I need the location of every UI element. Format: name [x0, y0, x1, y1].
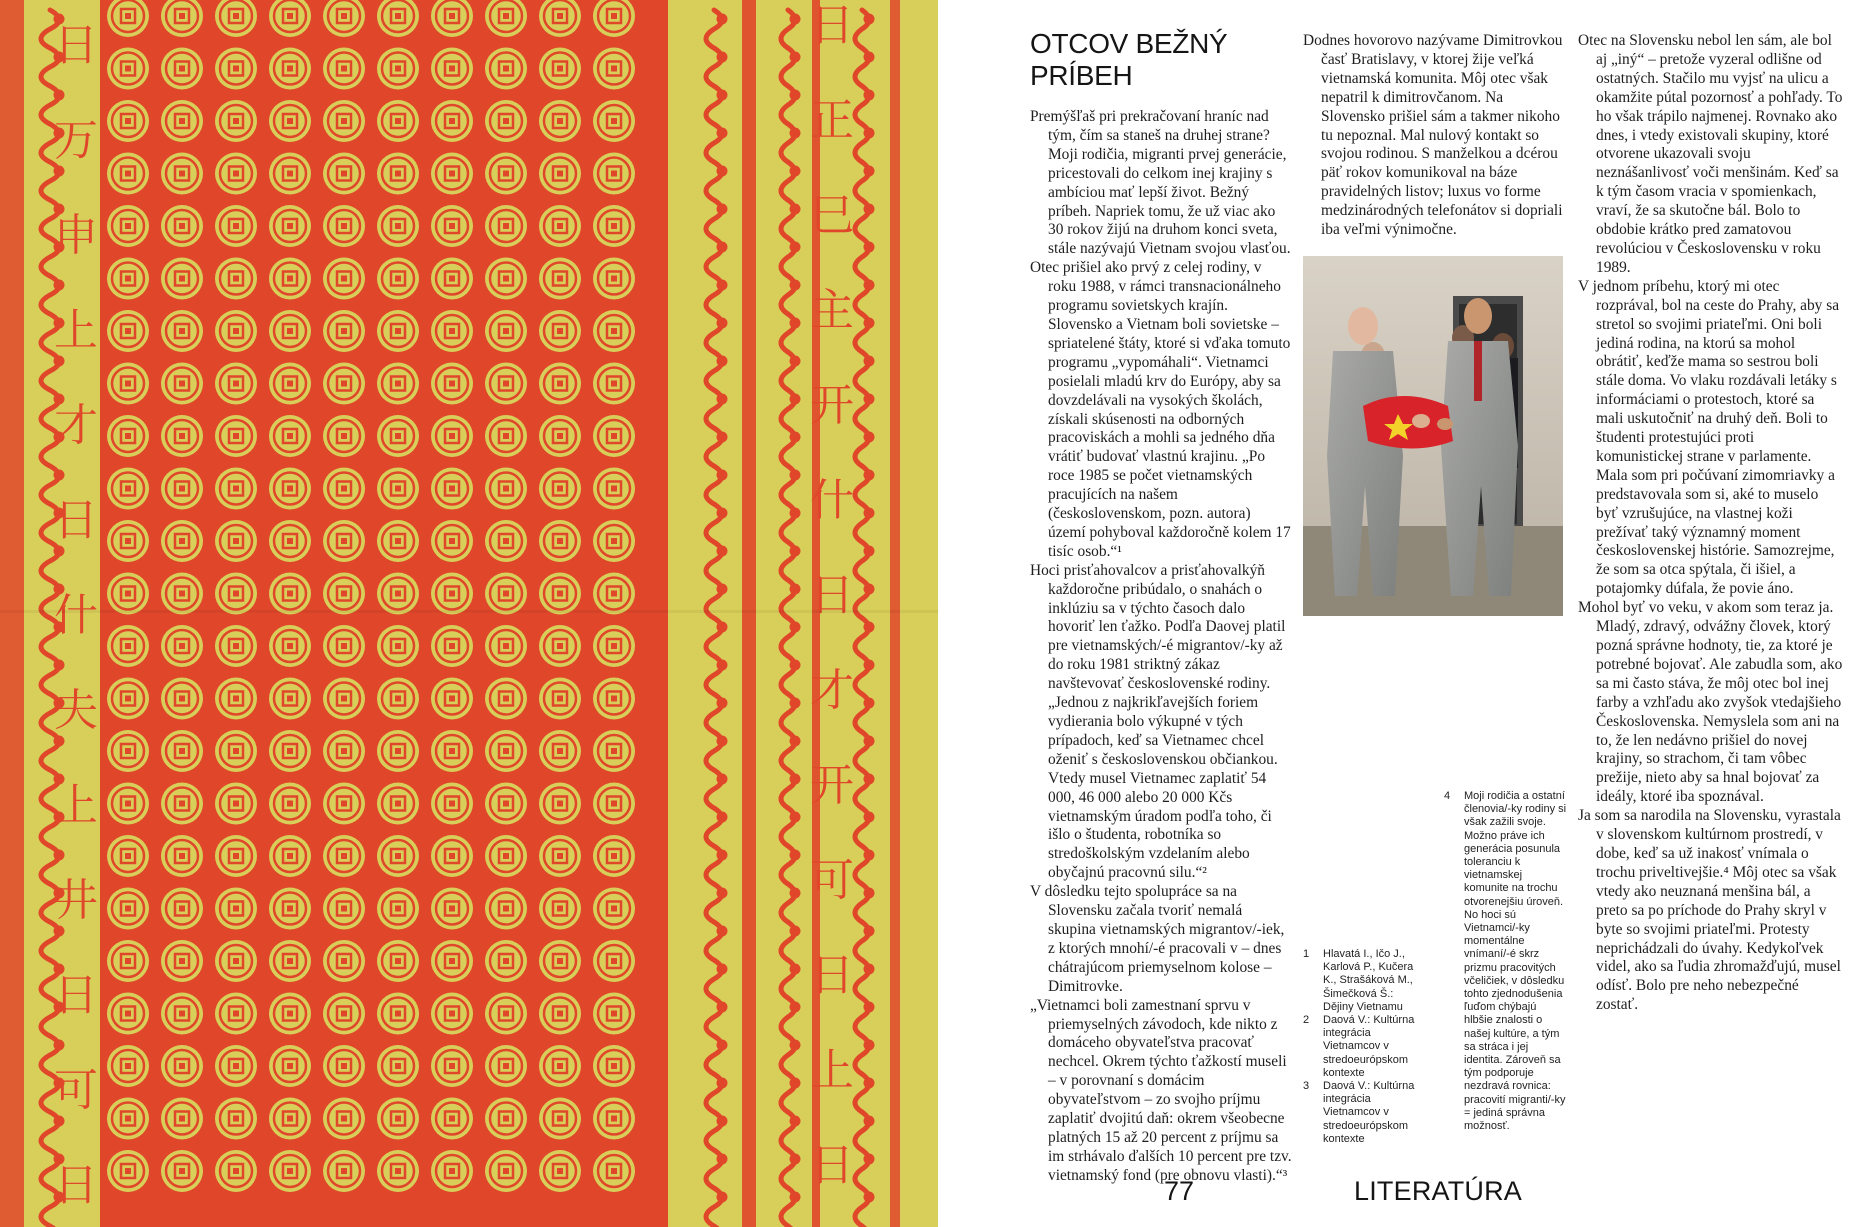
paragraph: Mohol byť vo veku, v akom som teraz ja. Mladý, zdravý, odvážny človek, ktorý pozná správne hodnoty, tie, za ktoré je potrebné bojovať. Ale zabudla som, ako sa mi často stáva, že môj otec bol inej farby a vzhľadu ako zvyšok vtedajšieho Československa. Nemyslela som ani na to, že len nedávno prišiel do novej krajiny, so strachom, či tam vôbec prežije, nieto aby sa hnal bojovať za ideály, ktoré iba spoznával. — [1578, 599, 1843, 806]
glyph-mark: 日 — [810, 1140, 854, 1191]
coin-mark — [431, 415, 473, 457]
coin-mark — [539, 940, 581, 982]
coin-mark — [431, 258, 473, 300]
coin-mark — [107, 1098, 149, 1140]
text-column-2 — [1303, 32, 1563, 240]
coin-mark — [215, 888, 257, 930]
coin-mark — [107, 625, 149, 667]
coin-mark — [107, 205, 149, 247]
glyph-mark: 日 — [810, 570, 854, 621]
coin-mark — [485, 100, 527, 142]
coin-mark — [593, 205, 635, 247]
coin-mark — [539, 835, 581, 877]
coin-mark — [593, 940, 635, 982]
coin-mark — [215, 468, 257, 510]
coin-mark — [269, 100, 311, 142]
coin-mark — [431, 520, 473, 562]
coin-mark — [161, 100, 203, 142]
coin-mark — [539, 1150, 581, 1192]
coin-mark — [107, 363, 149, 405]
coin-mark — [593, 520, 635, 562]
glyph-mark: 日 — [54, 495, 98, 546]
coin-mark — [323, 678, 365, 720]
coin-mark — [107, 520, 149, 562]
glyph-mark: 万 — [54, 115, 98, 166]
coin-mark — [377, 835, 419, 877]
coin-mark — [377, 153, 419, 195]
coin-mark — [215, 100, 257, 142]
coin-mark — [161, 1045, 203, 1087]
coin-mark — [431, 993, 473, 1035]
coin-mark — [377, 258, 419, 300]
coin-mark — [485, 888, 527, 930]
coin-mark — [161, 48, 203, 90]
coin-mark — [485, 468, 527, 510]
coin-mark — [431, 310, 473, 352]
coin-mark — [431, 48, 473, 90]
coin-mark — [161, 258, 203, 300]
photo-image — [1303, 256, 1563, 616]
coin-mark — [431, 1150, 473, 1192]
paragraph: Dodnes hovorovo nazývame Dimitrovkou časť Bratislavy, v ktorej žije veľká vietnamská komunita. Môj otec však nepatril k dimitrovčanom. Na Slovensko prišiel sám a takmer nikoho tu nepoznal. Mal nulový kontakt so svojou rodinou. S manželkou a dcérou päť rokov komunikoval na báze pravidelných listov; luxus vo forme medzinárodných telefonátov si dopriali iba veľmi výnimočne. — [1303, 32, 1563, 239]
coin-mark — [593, 783, 635, 825]
coin-mark — [107, 993, 149, 1035]
coin-mark — [323, 153, 365, 195]
coin-mark — [161, 625, 203, 667]
coin-mark — [593, 363, 635, 405]
coin-mark — [485, 573, 527, 615]
coin-mark — [269, 205, 311, 247]
coin-mark — [269, 468, 311, 510]
footnotes-1-3 — [1303, 948, 1421, 1146]
coin-mark — [107, 100, 149, 142]
coin-mark — [161, 1150, 203, 1192]
coin-mark — [593, 153, 635, 195]
coin-mark — [269, 1098, 311, 1140]
coin-mark — [269, 940, 311, 982]
text-column-1 — [1030, 108, 1292, 1186]
coin-mark — [593, 625, 635, 667]
coin-mark — [161, 468, 203, 510]
glyph-mark: 开 — [810, 380, 854, 431]
coin-mark — [593, 1045, 635, 1087]
paragraph: Otec prišiel ako prvý z celej rodiny, v roku 1988, v rámci transnacionálneho programu sovietskych krajín. Slovensko a Vietnam boli sovietske – spriatelené štáty, ktoré si vďaka tomuto programu „vypomáhali“. Vietnamci posielali mladú krv do Európy, aby sa dovzdelávali na vysokých školách, získali skúsenosti na odborných pracoviskách a mohli sa jedného dňa vrátiť budovať vlastnú krajinu. „Po roce 1985 se počet vietnamských pracujících na našem (československom, pozn. autora) území pohyboval každoročně kolem 17 tisíc osob.“¹ — [1030, 259, 1291, 560]
coin-mark — [323, 520, 365, 562]
coin-mark — [269, 625, 311, 667]
coin-mark — [269, 415, 311, 457]
paragraph: V jednom príbehu, ktorý mi otec rozprával, bol na ceste do Prahy, aby sa stretol so svojimi priateľmi. Oni boli jediná rodina, na ktorú sa mohol obrátiť, keďže mama so sestrou boli stále doma. Vo vlaku rozdávali letáky s informáciami o protestoch, ktoré sa mali uskutočniť na druhý deň. Boli to študenti protestujúci proti komunistickej strane v parlamente. Mala som pri počúvaní zimomriavky a predstavovala som si, aké to muselo byť vzrušujúce, na vlastnej koži prežívať taký významný moment československej histórie. Samozrejme, že som sa otca spýtala, či išiel, a potajomky dúfala, že povie áno. — [1578, 277, 1840, 598]
coin-mark — [323, 940, 365, 982]
coin-mark — [431, 1098, 473, 1140]
paragraph: Premýšľaš pri prekračovaní hraníc nad tým, čím sa staneš na druhej strane? Moji rodičia, migranti prvej generácie, pricestovali do celkom inej krajiny s ambíciou mať lepší život. Bežný príbeh. Napriek tomu, že už viac ako 30 rokov žijú na druhom konci sveta, stále nazývajú Vietnam svojou vlasťou. — [1030, 108, 1291, 258]
coin-mark — [323, 415, 365, 457]
coin-mark — [593, 678, 635, 720]
footnote-text: Daová V.: Kultúrna integrácia Vietnamcov v stredoeurópskom kontexte — [1323, 1014, 1415, 1079]
coin-mark — [161, 835, 203, 877]
coin-mark — [269, 678, 311, 720]
coin-mark — [593, 1098, 635, 1140]
coin-mark — [161, 205, 203, 247]
coin-mark — [485, 940, 527, 982]
coin-mark — [107, 310, 149, 352]
coin-mark — [215, 835, 257, 877]
glyph-mark: 什 — [54, 590, 98, 641]
coin-mark — [539, 678, 581, 720]
coin-mark — [215, 678, 257, 720]
coin-mark — [215, 48, 257, 90]
coin-mark — [323, 1045, 365, 1087]
coin-mark — [593, 310, 635, 352]
coin-mark — [161, 1098, 203, 1140]
coin-mark — [539, 573, 581, 615]
glyph-mark: 日 — [810, 0, 854, 51]
coin-mark — [539, 625, 581, 667]
glyph-mark: 日 — [54, 970, 98, 1021]
coin-mark — [107, 415, 149, 457]
coin-mark — [377, 363, 419, 405]
coin-mark — [215, 153, 257, 195]
coin-mark — [323, 625, 365, 667]
coin-mark — [485, 258, 527, 300]
coin-mark — [377, 1098, 419, 1140]
coin-mark — [161, 520, 203, 562]
coin-mark — [377, 100, 419, 142]
glyph-mark: 可 — [54, 1065, 98, 1116]
glyph-mark: 井 — [54, 875, 98, 926]
coin-mark — [485, 415, 527, 457]
coin-mark — [539, 783, 581, 825]
coin-mark — [161, 993, 203, 1035]
coin-mark — [323, 363, 365, 405]
coin-mark — [431, 153, 473, 195]
glyph-mark: 什 — [810, 475, 854, 526]
coin-mark — [323, 310, 365, 352]
coin-mark — [107, 1045, 149, 1087]
coin-mark — [269, 1150, 311, 1192]
coin-mark — [269, 993, 311, 1035]
coin-mark — [323, 205, 365, 247]
archival-photo — [1303, 256, 1563, 616]
coin-mark — [593, 258, 635, 300]
coin-mark — [377, 888, 419, 930]
coin-mark — [539, 1098, 581, 1140]
coin-mark — [485, 993, 527, 1035]
coin-mark — [323, 1150, 365, 1192]
footnote-number: 1 — [1303, 948, 1310, 960]
coin-mark — [323, 468, 365, 510]
coin-mark — [215, 625, 257, 667]
coin-mark — [431, 888, 473, 930]
section-name: LITERATÚRA — [1354, 1176, 1523, 1206]
coin-mark — [107, 258, 149, 300]
coin-mark — [485, 625, 527, 667]
coin-mark — [485, 835, 527, 877]
paragraph: Otec na Slovensku nebol len sám, ale bol aj „iný“ – pretože vyzeral odlišne od ostatných. Stačilo mu vyjsť na ulicu a okamžite pútal pozornosť a pohľady. To ho však trápilo najmenej. Rovnako ako dnes, i vtedy existovali skupiny, ktoré otvorene ukazovali svoju neznášanlivosť voči menšinám. Keď sa k tým časom vracia v spomienkach, vraví, že sa skutočne bál. Bolo to obdobie krátko pred zamatovou revolúciou v Československu v roku 1989. — [1578, 32, 1843, 276]
coin-mark — [161, 415, 203, 457]
coin-mark — [107, 48, 149, 90]
coin-mark — [323, 783, 365, 825]
coin-mark — [431, 678, 473, 720]
coin-mark — [539, 48, 581, 90]
coin-mark — [107, 940, 149, 982]
coin-mark — [431, 940, 473, 982]
glyph-mark: 上 — [810, 1045, 854, 1096]
coin-mark — [323, 993, 365, 1035]
coin-mark — [269, 730, 311, 772]
coin-mark — [323, 835, 365, 877]
coin-mark — [377, 310, 419, 352]
coin-mark — [107, 888, 149, 930]
coin-mark — [539, 730, 581, 772]
glyph-mark: 夫 — [54, 685, 98, 736]
coin-mark — [593, 835, 635, 877]
coin-mark — [161, 730, 203, 772]
glyph-mark: 开 — [810, 760, 854, 811]
coin-mark — [377, 415, 419, 457]
coin-mark — [539, 468, 581, 510]
coin-mark — [269, 48, 311, 90]
coin-mark — [485, 678, 527, 720]
glyph-mark: 正 — [810, 95, 854, 146]
footnote-number: 4 — [1444, 790, 1451, 802]
glyph-mark: 日 — [810, 950, 854, 1001]
coin-mark — [215, 520, 257, 562]
coin-mark — [539, 993, 581, 1035]
coin-mark — [431, 468, 473, 510]
coin-mark — [377, 940, 419, 982]
coin-mark — [485, 783, 527, 825]
footnote-text: Moji rodičia a ostatní členovia/-ky rodiny si však zažili svoje. Možno práve ich generácia posunula toleranciu k vietnamskej komunite na trochu otvorenejšiu úroveň. No hoci sú Vietnamci/-ky momentálne vnímaní/-é skrz prizmu pracovitých včeličiek, v dôsledku tohto zjednodušenia ľuďom chýbajú hlbšie znalosti o našej kultúre, a tým sa stráca i jej identita. Zároveň sa tým podporuje nezdravá rovnica: pracovití migranti/-ky = jediná správna možnosť. — [1464, 790, 1567, 1133]
coin-mark — [377, 1150, 419, 1192]
coin-mark — [377, 48, 419, 90]
coin-mark — [485, 730, 527, 772]
article-title: OTCOV BEŽNÝ PRÍBEH — [1030, 28, 1228, 91]
coin-mark — [323, 573, 365, 615]
coin-mark — [107, 573, 149, 615]
glyph-mark: 才 — [54, 400, 98, 451]
glyph-mark: 巳 — [810, 190, 854, 241]
coin-mark — [323, 48, 365, 90]
text-column-3 — [1578, 32, 1844, 1015]
coin-mark — [539, 415, 581, 457]
glyph-mark: 上 — [54, 305, 98, 356]
coin-mark — [539, 258, 581, 300]
coin-mark — [215, 415, 257, 457]
footnote-number: 2 — [1303, 1014, 1310, 1027]
glyph-mark: 日 — [54, 1160, 98, 1211]
coin-mark — [161, 783, 203, 825]
coin-mark — [593, 415, 635, 457]
coin-mark — [269, 1045, 311, 1087]
coin-mark — [431, 205, 473, 247]
coin-mark — [215, 363, 257, 405]
coin-mark — [539, 363, 581, 405]
coin-mark — [269, 363, 311, 405]
coin-mark — [107, 835, 149, 877]
coin-mark — [161, 888, 203, 930]
coin-mark — [215, 258, 257, 300]
footnote — [1303, 1080, 1421, 1146]
coin-mark — [431, 730, 473, 772]
footnote-text: Hlavatá I., Ičo J., Karlová P., Kučera K., Strašáková M., Šimečková Š.: Dějiny Vietnamu — [1323, 948, 1414, 1013]
glyph-mark: 申 — [54, 210, 98, 261]
coin-mark — [215, 783, 257, 825]
coin-mark — [593, 730, 635, 772]
coin-mark — [107, 783, 149, 825]
coin-mark — [323, 730, 365, 772]
coin-mark — [431, 100, 473, 142]
coin-mark — [161, 940, 203, 982]
coin-mark — [539, 310, 581, 352]
coin-mark — [539, 1045, 581, 1087]
coin-mark — [485, 520, 527, 562]
coin-mark — [215, 573, 257, 615]
footnote — [1303, 948, 1421, 1014]
coin-mark — [215, 730, 257, 772]
coin-mark — [485, 310, 527, 352]
coin-mark — [431, 625, 473, 667]
coin-mark — [269, 783, 311, 825]
coin-mark — [377, 520, 419, 562]
coin-mark — [431, 363, 473, 405]
coin-mark — [323, 258, 365, 300]
footnote — [1303, 1014, 1421, 1080]
coin-mark — [269, 888, 311, 930]
coin-mark — [215, 310, 257, 352]
coin-mark — [485, 1045, 527, 1087]
coin-mark — [431, 783, 473, 825]
paragraph: Ja som sa narodila na Slovensku, vyrastala v slovenskom kultúrnom prostredí, v dobe, keď sa už inakosť vnímala o trochu priveltivejšie.⁴ Môj otec sa však vtedy ako neuznaná menšina bál, a preto sa po príchode do Prahy skryl v byte so svojimi priateľmi. Protesty neprichádzali do úvahy. Kedykoľvek videl, ako sa ľudia zhromažďujú, musel odísť. Bolo pre neho nebezpečné zostať. — [1578, 807, 1841, 1014]
coin-mark — [593, 1150, 635, 1192]
coin-mark — [215, 940, 257, 982]
glyph-mark: 主 — [810, 285, 854, 336]
footnote-number: 3 — [1303, 1080, 1310, 1093]
glyph-mark: 才 — [810, 665, 854, 716]
paragraph: „Vietnamci boli zamestnaní sprvu v priemyselných závodoch, kde nikto z domáceho obyvateľstva pracovať nechcel. Okrem týchto ťažkostí museli – v porovnaní s domácim obyvateľstvom – zo svojho príjmu zaplatiť dvojitú daň: okrem všeobecne platných 15 až 20 percent z príjmu sa im strhávalo ďalších 10 percent pre tzv. vietnamský fond (pre obnovu vlasti).“³ — [1030, 996, 1292, 1184]
glyph-mark: 上 — [54, 780, 98, 831]
coin-mark — [161, 153, 203, 195]
coin-mark — [161, 310, 203, 352]
coin-mark — [269, 258, 311, 300]
coin-mark — [377, 993, 419, 1035]
paragraph: V dôsledku tejto spolupráce sa na Slovensku začala tvoriť nemalá skupina vietnamských migrantov/-iek, z ktorých mnohí/-é pracovali v – dnes chátrajúcom priemyselnom kolose – Dimitrovke. — [1030, 883, 1285, 995]
coin-mark — [593, 993, 635, 1035]
coin-mark — [539, 888, 581, 930]
coin-mark — [377, 205, 419, 247]
page-number: 77 — [1164, 1176, 1195, 1206]
coin-mark — [107, 678, 149, 720]
coin-mark — [593, 573, 635, 615]
coin-mark — [377, 1045, 419, 1087]
coin-mark — [377, 730, 419, 772]
coin-mark — [269, 835, 311, 877]
coin-mark — [485, 363, 527, 405]
paragraph: Hoci prisťahovalcov a prisťahovalkýň každoročne pribúdalo, o snahách o inklúziu sa v týchto časoch dalo hovoriť len ťažko. Podľa Daovej platil pre vietnamských/-é migrantov/-ky až do roku 1981 striktný zákaz navštevovať československé rodiny. „Jednou z najkrikľavejších foriem vydierania bolo výkupné v tých prípadoch, keď sa Vietnamec chcel oženiť s československou občiankou. Vtedy musel Vietnamec zaplatiť 54 000, 46 000 alebo 20 000 Kčs vietnamským úradom podľa toho, či išlo o študenta, robotníka so stredoškolským vzdelaním alebo obyčajnú pracovnú silu.“² — [1030, 561, 1286, 882]
coin-mark — [377, 678, 419, 720]
coin-mark — [215, 205, 257, 247]
coin-mark — [485, 205, 527, 247]
coin-mark — [269, 153, 311, 195]
coin-mark — [539, 520, 581, 562]
coin-mark — [269, 520, 311, 562]
coin-mark — [539, 205, 581, 247]
coin-mark — [161, 573, 203, 615]
coin-mark — [431, 835, 473, 877]
coin-mark — [593, 468, 635, 510]
article-page — [938, 0, 1872, 1227]
coin-mark — [539, 100, 581, 142]
coin-mark — [593, 888, 635, 930]
coin-mark — [593, 48, 635, 90]
coin-mark — [593, 100, 635, 142]
coin-mark — [107, 153, 149, 195]
coin-mark — [377, 468, 419, 510]
coin-mark — [107, 1150, 149, 1192]
footnote-4 — [1444, 790, 1568, 1133]
coin-mark — [323, 100, 365, 142]
coin-mark — [431, 1045, 473, 1087]
coin-mark — [107, 730, 149, 772]
coin-mark — [215, 1150, 257, 1192]
coin-mark — [377, 625, 419, 667]
glyph-mark: 日 — [54, 20, 98, 71]
coin-mark — [377, 783, 419, 825]
coin-mark — [161, 363, 203, 405]
coin-mark — [485, 48, 527, 90]
coin-mark — [269, 310, 311, 352]
glyph-mark: 可 — [810, 855, 854, 906]
coin-mark — [323, 888, 365, 930]
footnote — [1444, 790, 1568, 1133]
footnote-text: Daová V.: Kultúrna integrácia Vietnamcov v stredoeurópskom kontexte — [1323, 1080, 1415, 1145]
coin-mark — [215, 1098, 257, 1140]
coin-mark — [107, 468, 149, 510]
coin-mark — [161, 678, 203, 720]
coin-mark — [485, 153, 527, 195]
coin-mark — [269, 573, 311, 615]
coin-mark — [539, 153, 581, 195]
coin-mark — [431, 573, 473, 615]
coin-mark — [485, 1150, 527, 1192]
coin-mark — [377, 573, 419, 615]
coin-mark — [485, 1098, 527, 1140]
coin-mark — [323, 1098, 365, 1140]
coin-mark — [215, 1045, 257, 1087]
coin-mark — [215, 993, 257, 1035]
